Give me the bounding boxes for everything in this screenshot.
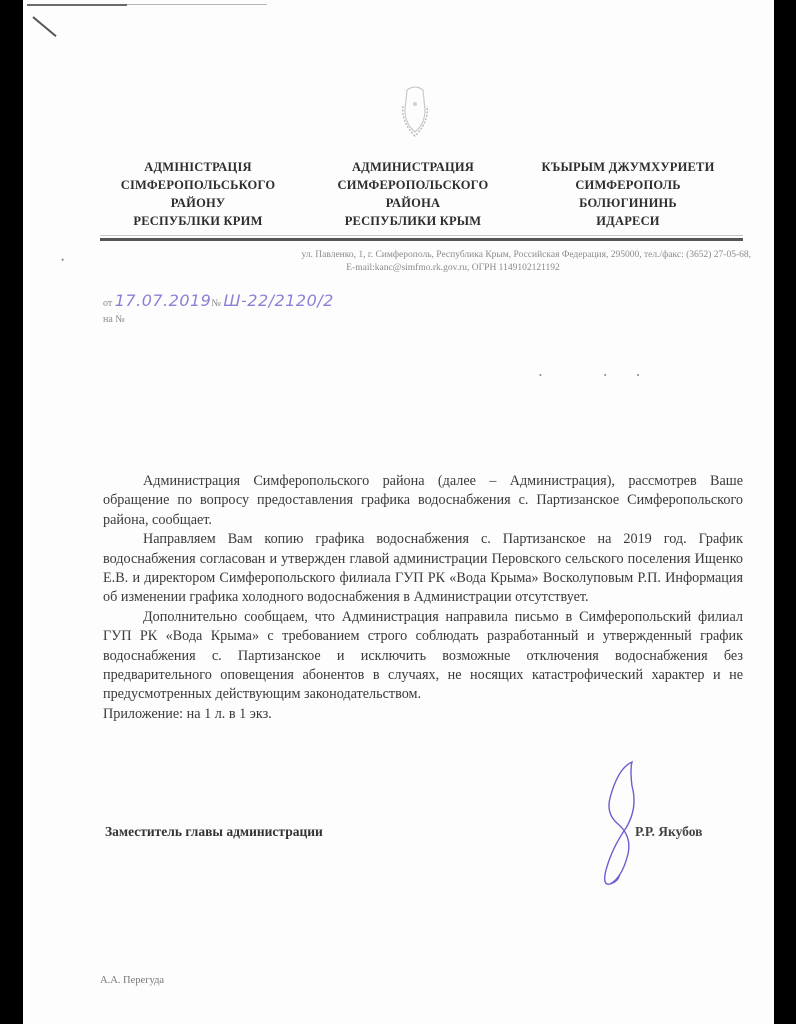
letterhead-line: РАЙОНУ [170,196,226,210]
from-label: от [103,298,113,309]
scan-specks: • •• [539,371,670,380]
letterhead-line: СІМФЕРОПОЛЬСЬКОГО [120,178,276,192]
letterhead-russian [308,158,518,230]
number-label: № [211,298,221,309]
letterhead-divider-thin [100,235,743,236]
contact-info [113,249,753,275]
handwritten-date: 17.07.2019 [114,291,212,310]
letterhead-crimean-tatar [523,158,733,230]
outgoing-reference [103,290,334,331]
attachment-note: Приложение: на 1 л. в 1 экз. [103,705,272,722]
signer-position: Заместитель главы администрации [105,824,323,839]
scan-edge-mark [27,4,127,6]
letterhead-line: ИДАРЕСИ [596,214,660,228]
body-paragraph: Дополнительно сообщаем, что Администрация направила письмо в Симферопольский филиал ГУП РК «Вода Крыма» с требованием строго соблюдать разработанный и утвержденный график водоснабжения с. Партизанское и исключить возможные отключения водоснабжения без предварительного оповещения абонентов в случаях, не носящих катастрофический характер и не предусмотренных действующим законодательством. [103,608,743,703]
body-paragraph: Направляем Вам копию графика водоснабжения с. Партизанское на 2019 год. График водоснабжения согласован и утвержден главой администрации Перовского сельского поселения Ищенко Е.В. и директором Симферопольского филиала ГУП РК «Вода Крыма» Восколуповым Р.П. Информация об изменении графика холодного водоснабжения в Администрации отсутствует. [103,531,743,606]
handwritten-signature-icon [588,758,668,888]
letterhead-line: РЕСПУБЛИКИ КРЫМ [344,214,482,228]
body-paragraph: Администрация Симферопольского района (далее – Администрация), рассмотрев Ваше обращение по вопросу предоставления графика водоснабжения с. Партизанское Симферопольского района, сообщает. [103,473,743,528]
letterhead-line: СИМФЕРОПОЛЬСКОГО [337,178,489,192]
scan-edge-mark [127,4,267,5]
letterhead-line: АДМІНІСТРАЦІЯ [144,160,252,174]
letterhead-line: РАЙОНА [385,196,441,210]
letterhead-line: БОЛЮГИНИНЬ [579,196,677,210]
letterhead-line: СИМФЕРОПОЛЬ [575,178,681,192]
letterhead [93,158,733,230]
letterhead-ukrainian [93,158,303,230]
email-ogrn: E-mail:kanc@simfmo.rk.gov.ru, ОГРН 1149102121192 [346,263,560,273]
letterhead-line: РЕСПУБЛІКИ КРИМ [133,214,263,228]
letterhead-line: КЪЫРЫМ ДЖУМХУРИЕТИ [541,160,715,174]
corner-fold-mark [32,16,56,37]
coat-of-arms-icon [395,82,435,142]
address: ул. Павленко, 1, г. Симферополь, Республика Крым, Российская Федерация, 295000, тел./факс: (3652) 27-05-68, [301,250,751,260]
signer-name: Р.Р. Якубов [635,824,703,839]
document-page [23,0,774,1024]
handwritten-number: Ш-22/2120/2 [223,291,334,310]
executor-name: А.А. Перегуда [100,975,165,986]
reply-to-label: на № [103,314,125,325]
letterhead-line: АДМИНИСТРАЦИЯ [351,160,475,174]
letter-body [103,472,743,724]
letterhead-divider [100,238,743,241]
scan-speck: • [61,255,65,265]
